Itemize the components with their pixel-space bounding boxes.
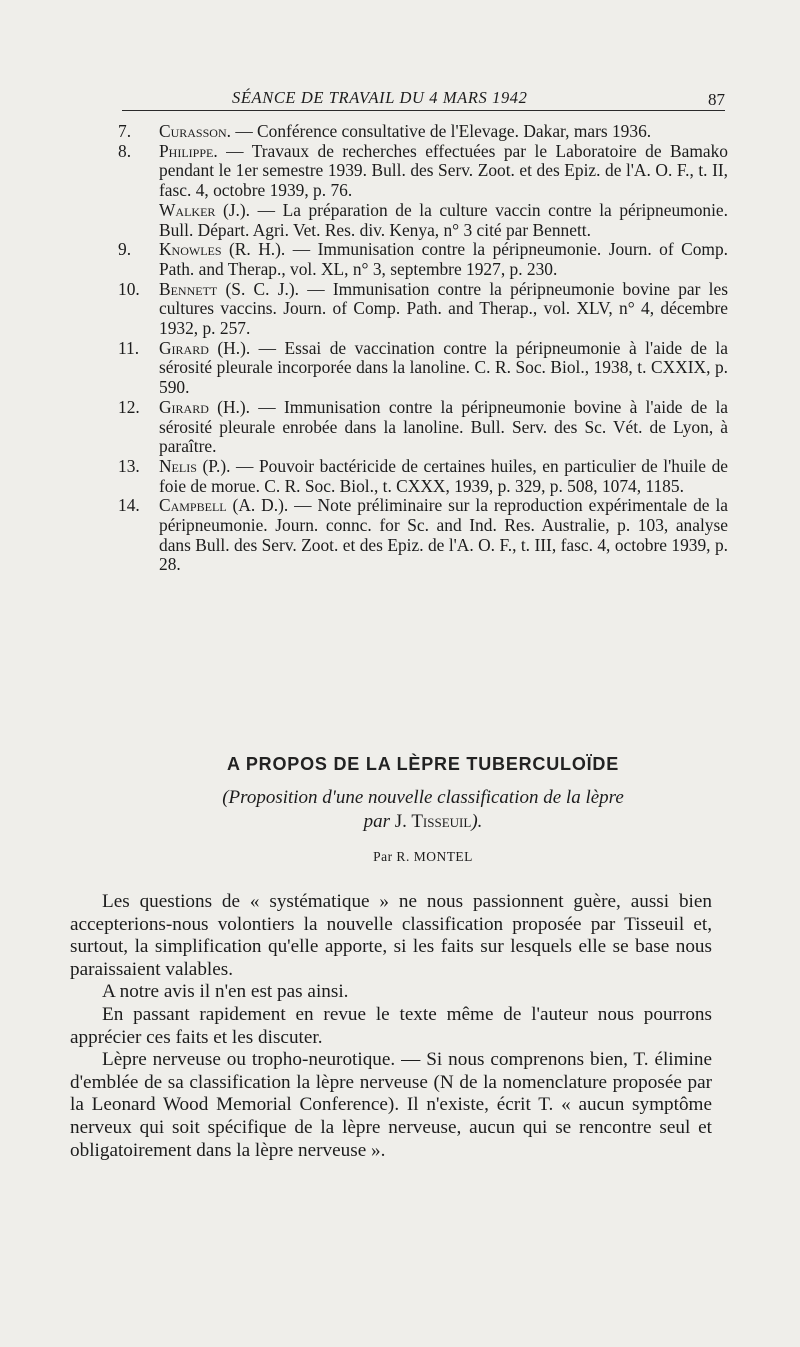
reference-author: Curasson. bbox=[159, 121, 231, 141]
reference-text: — Travaux de recherches effectuées par le Laboratoire de Bamako pendant le 1er semestre 1939. Bull. des Serv. Zoot. et des Epiz. de l'A. O. F., t. II, fasc. 4, octobre 1939, p. 76. bbox=[159, 140, 728, 201]
reference-item: 14. Campbell (A. D.). — Note préliminaire sur la reproduction expérimentale de la péripneumonie. Journ. connc. for Sc. and Ind. Res. Australie, p. 103, analyse dans Bull. des Serv. Zoot. et des Epiz. de l'A. O. F., t. III, fasc. 4, octobre 1939, p. 28. bbox=[118, 495, 728, 575]
article-body bbox=[70, 891, 712, 1162]
reference-author: Knowles (R. H.). bbox=[159, 239, 286, 260]
reference-author: Bennett (S. C. J.). bbox=[159, 278, 299, 299]
reference-text: — Conférence consultative de l'Elevage. Dakar, mars 1936. bbox=[230, 121, 652, 141]
reference-item: 13. Nelis (P.). — Pouvoir bactéricide de certaines huiles, en particulier de l'huile de foie de morue. C. R. Soc. Biol., t. CXXX, 1939, p. 329, p. 508, 1074, 1185. bbox=[118, 455, 728, 496]
body-paragraph: Lèpre nerveuse ou tropho-neurotique. — Si nous comprenons bien, T. élimine d'emblée de sa classification la lèpre nerveuse (N de la nomenclature proposée par la Leonard Wood Memorial Conference). Il n'existe, écrit T. « aucun symptôme nerveux qui soit spécifique de la lèpre nerveuse, aucun qui se rencontre seul et obligatoirement dans la lèpre nerveuse ». bbox=[70, 1049, 712, 1161]
reference-author: Nelis (P.). bbox=[159, 455, 231, 476]
page-header bbox=[122, 86, 725, 111]
subtitle-author: J. Tisseuil bbox=[394, 811, 472, 832]
body-paragraph: Les questions de « systématique » ne nous passionnent guère, aussi bien accepterions-nous volontiers la nouvelle classification proposée par Tisseuil et, surtout, la simplification qu'elle apporte, si les faits sur lesquels elle se base nous paraissaient valables. bbox=[70, 891, 712, 980]
reference-text: — Note préliminaire sur la reproduction expérimentale de la péripneumonie. Journ. connc. for Sc. and Ind. Res. Australie, p. 103, analyse dans Bull. des Serv. Zoot. et des Epiz. de l'A. O. F., t. III, fasc. 4, octobre 1939, p. 28. bbox=[159, 495, 728, 575]
body-paragraph: En passant rapidement en revue le texte même de l'auteur nous pourrons apprécier ces faits et les discuter. bbox=[70, 1003, 712, 1048]
body-paragraph: A notre avis il n'en est pas ainsi. bbox=[102, 981, 349, 1003]
article-subtitle bbox=[118, 786, 728, 834]
reference-item: 12. Girard (H.). — Immunisation contre la péripneumonie bovine à l'aide de la sérosité pleurale enrobée dans la lanoline. Bull. Serv. des Sc. Vét. de Lyon, à paraître. bbox=[118, 396, 728, 457]
reference-list bbox=[118, 122, 728, 575]
reference-author: Campbell (A. D.). bbox=[159, 495, 289, 516]
reference-item: 10. Bennett (S. C. J.). — Immunisation contre la péripneumonie bovine par les cultures vaccins. Journ. of Comp. Path. and Therap., vol. XLV, n° 4, décembre 1932, p. 257. bbox=[118, 278, 728, 339]
reference-text: — Immunisation contre la péripneumonie. Journ. of Comp. Path. and Therap., vol. XL, n° 3, septembre 1927, p. 230. bbox=[159, 239, 728, 279]
subtitle-line: (Proposition d'une nouvelle classification de la lèpre bbox=[222, 787, 624, 808]
article-byline: Par R. MONTEL bbox=[373, 849, 473, 864]
reference-author: Philippe. bbox=[159, 140, 218, 161]
reference-item: 9. Knowles (R. H.). — Immunisation contre la péripneumonie. Journ. of Comp. Path. and Therap., vol. XL, n° 3, septembre 1927, p. 230. bbox=[118, 239, 728, 279]
subtitle-line: par J. Tisseuil). bbox=[363, 811, 483, 832]
reference-text: — Essai de vaccination contre la péripneumonie à l'aide de la sérosité pleurale incorporée dans la lanoline. C. R. Soc. Biol., 1938, t. CXXIX, p. 590. bbox=[159, 337, 728, 398]
reference-author: Girard (H.). bbox=[159, 337, 251, 358]
reference-text: — Immunisation contre la péripneumonie bovine par les cultures vaccins. Journ. of Comp. Path. and Therap., vol. XLV, n° 4, décembre 1932, p. 257. bbox=[159, 278, 728, 339]
running-title: SÉANCE DE TRAVAIL DU 4 MARS 1942 bbox=[232, 88, 528, 107]
reference-text: — Pouvoir bactéricide de certaines huiles, en particulier de l'huile de foie de morue. C. R. Soc. Biol., t. CXXX, 1939, p. 329, p. 508, 1074, 1185. bbox=[159, 455, 728, 496]
reference-text: — La préparation de la culture vaccin contre la péripneumonie. Bull. Départ. Agri. Vet. Res. div. Kenya, n° 3 cité par Bennett. bbox=[159, 199, 728, 240]
reference-text: — Immunisation contre la péripneumonie bovine à l'aide de la sérosité pleurale enrobée dans la lanoline. Bull. Serv. des Sc. Vét. de Lyon, à paraître. bbox=[159, 396, 728, 457]
reference-author: Girard (H.). bbox=[159, 396, 251, 417]
reference-item bbox=[118, 201, 728, 240]
reference-item: 8. Philippe. — Travaux de recherches effectuées par le Laboratoire de Bamako pendant le 1er semestre 1939. Bull. des Serv. Zoot. et des Epiz. de l'A. O. F., t. II, fasc. 4, octobre 1939, p. 76. bbox=[118, 140, 728, 201]
page-number: 87 bbox=[708, 90, 725, 109]
reference-author: Walker (J.). bbox=[159, 199, 251, 220]
article-title: A PROPOS DE LA LÈPRE TUBERCULOÏDE bbox=[226, 754, 620, 774]
reference-item: 7. Curasson. — Conférence consultative de l'Elevage. Dakar, mars 1936. bbox=[118, 121, 652, 141]
reference-item: 11. Girard (H.). — Essai de vaccination contre la péripneumonie à l'aide de la sérosité pleurale incorporée dans la lanoline. C. R. Soc. Biol., 1938, t. CXXIX, p. 590. bbox=[118, 337, 728, 398]
